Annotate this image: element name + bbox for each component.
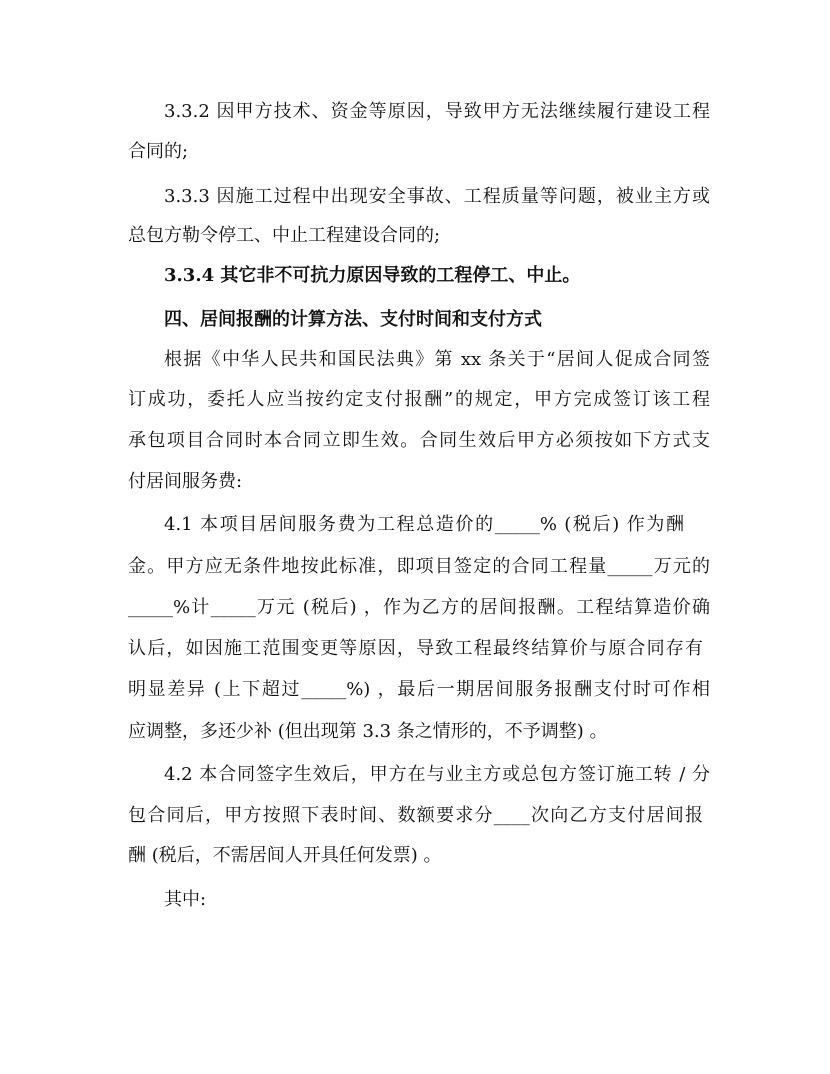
clause-4-2: 4.2 本合同签字生效后，甲方在与业主方或总包方签订施工转 / 分 [164, 764, 710, 785]
paragraph-line: 订成功，委托人应当按约定支付报酬”的规定，甲方完成签订该工程 [128, 389, 710, 410]
clause-4-2-line: 包合同后，甲方按照下表时间、数额要求分____次向乙方支付居间报 [128, 805, 703, 826]
clause-4-1-line: 应调整，多还少补 (但出现第 3.3 条之情形的，不予调整) 。 [128, 721, 608, 742]
clause-3-3-2-cont: 合同的; [128, 141, 189, 162]
clause-4-1-line: 明显差异 (上下超过_____%) ，最后一期居间服务报酬支付时可作相 [128, 679, 710, 700]
paragraph-line: 根据《中华人民共和国民法典》第 xx 条关于“居间人促成合同签 [164, 349, 710, 370]
paragraph-line: 承包项目合同时本合同立即生效。合同生效后甲方必须按如下方式支 [128, 430, 710, 451]
paragraph-among: 其中: [164, 889, 207, 910]
clause-4-1: 4.1 本项目居间服务费为工程总造价的_____% (税后) 作为酬 [164, 514, 684, 535]
clause-4-1-line: 金。甲方应无条件地按此标准，即项目签定的合同工程量_____万元的 [128, 556, 710, 577]
clause-4-2-line: 酬 (税后，不需居间人开具任何发票) 。 [128, 845, 442, 866]
clause-4-1-line: 认后，如因施工范围变更等原因，导致工程最终结算价与原合同存有 [128, 638, 703, 659]
paragraph-line: 付居间服务费: [128, 471, 243, 492]
section-heading-4: 四、居间报酬的计算方法、支付时间和支付方式 [164, 309, 542, 330]
clause-4-1-line: _____%计_____万元 (税后) ，作为乙方的居间报酬。工程结算造价确 [128, 597, 710, 618]
clause-3-3-3-cont: 总包方勒令停工、中止工程建设合同的; [128, 225, 441, 246]
clause-3-3-3: 3.3.3 因施工过程中出现安全事故、工程质量等问题，被业主方或 [164, 186, 710, 207]
clause-3-3-4: 3.3.4 其它非不可抗力原因导致的工程停工、中止。 [164, 265, 581, 286]
clause-3-3-2: 3.3.2 因甲方技术、资金等原因，导致甲方无法继续履行建设工程 [164, 101, 710, 122]
